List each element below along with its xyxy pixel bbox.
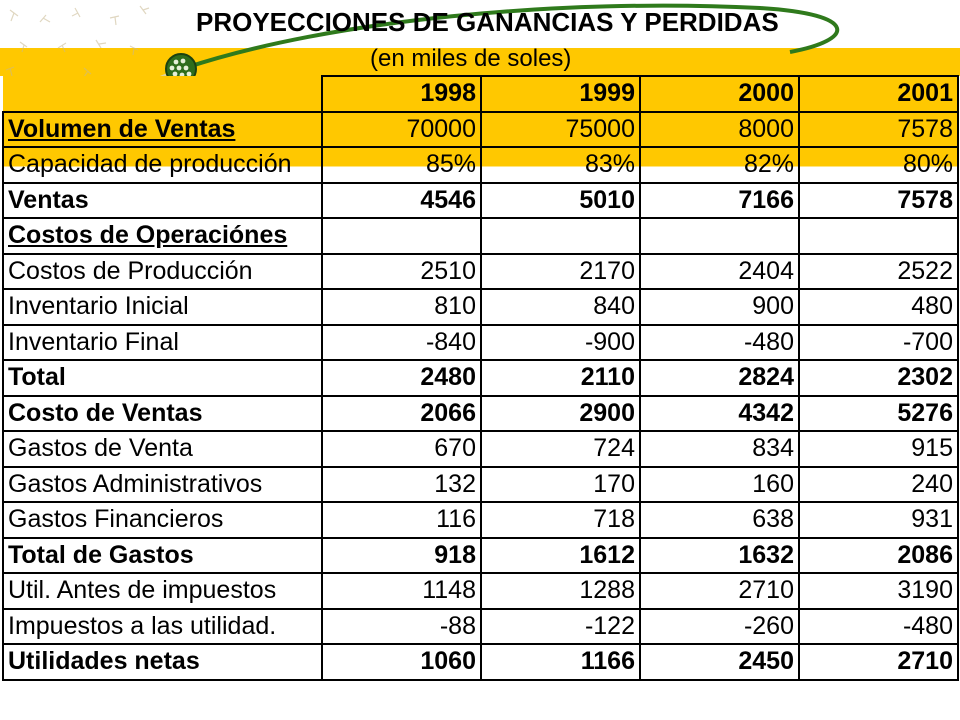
row-label: Utilidades netas	[3, 644, 322, 680]
table-cell: 7578	[799, 112, 958, 148]
year-header-1999: 1999	[481, 76, 640, 112]
table-cell: 915	[799, 431, 958, 467]
table-cell: 931	[799, 502, 958, 538]
table-row	[3, 644, 958, 680]
table-row	[3, 325, 958, 361]
row-label: Inventario Final	[3, 325, 322, 361]
table-row	[3, 289, 958, 325]
table-row	[3, 396, 958, 432]
table-cell: 75000	[481, 112, 640, 148]
table-cell: 2302	[799, 360, 958, 396]
table-cell: -260	[640, 609, 799, 645]
table-cell: 170	[481, 467, 640, 503]
table-cell: 132	[322, 467, 481, 503]
table-cell: 85%	[322, 147, 481, 183]
table-row	[3, 573, 958, 609]
table-cell: 5010	[481, 183, 640, 219]
table-cell: 4546	[322, 183, 481, 219]
row-label: Total	[3, 360, 322, 396]
table-cell: 7578	[799, 183, 958, 219]
table-cell: 7166	[640, 183, 799, 219]
table-cell: 5276	[799, 396, 958, 432]
table-cell: 2710	[640, 573, 799, 609]
table-cell	[799, 218, 958, 254]
row-label: Impuestos a las utilidad.	[3, 609, 322, 645]
row-label: Ventas	[3, 183, 322, 219]
table-row	[3, 467, 958, 503]
table-cell: 2710	[799, 644, 958, 680]
table-cell: 2480	[322, 360, 481, 396]
pl-table	[2, 75, 959, 681]
row-label: Volumen de Ventas	[8, 114, 236, 143]
table-cell: 718	[481, 502, 640, 538]
table-cell: 2404	[640, 254, 799, 290]
table-cell: 82%	[640, 147, 799, 183]
table-cell: 900	[640, 289, 799, 325]
row-label: Gastos de Venta	[3, 431, 322, 467]
table-cell	[322, 218, 481, 254]
table-cell	[640, 218, 799, 254]
table-cell: 3190	[799, 573, 958, 609]
table-cell: 1166	[481, 644, 640, 680]
table-row	[3, 112, 958, 148]
year-header-row	[3, 76, 958, 112]
table-cell: 1148	[322, 573, 481, 609]
table-cell: 83%	[481, 147, 640, 183]
table-cell: 2824	[640, 360, 799, 396]
table-cell: 2086	[799, 538, 958, 574]
table-row	[3, 538, 958, 574]
table-cell: 840	[481, 289, 640, 325]
row-label: Costo de Ventas	[3, 396, 322, 432]
row-label: Costos de Operaciónes	[8, 221, 288, 250]
table-cell: 80%	[799, 147, 958, 183]
table-cell: 810	[322, 289, 481, 325]
table-row	[3, 360, 958, 396]
table-row	[3, 147, 958, 183]
table-cell: 724	[481, 431, 640, 467]
table-cell: 1612	[481, 538, 640, 574]
table-cell: 8000	[640, 112, 799, 148]
row-label: Gastos Administrativos	[3, 467, 322, 503]
table-cell: -480	[799, 609, 958, 645]
year-header-2001: 2001	[799, 76, 958, 112]
table-cell: 670	[322, 431, 481, 467]
row-label: Inventario Inicial	[3, 289, 322, 325]
table-row	[3, 609, 958, 645]
table-cell: 160	[640, 467, 799, 503]
table-cell: 638	[640, 502, 799, 538]
table-cell: 116	[322, 502, 481, 538]
year-header-1998: 1998	[322, 76, 481, 112]
table-cell: 240	[799, 467, 958, 503]
table-row	[3, 183, 958, 219]
table-row	[3, 431, 958, 467]
header-blank-cell	[3, 76, 322, 112]
table-cell: -88	[322, 609, 481, 645]
page-subtitle: (en miles de soles)	[370, 45, 572, 72]
year-header-2000: 2000	[640, 76, 799, 112]
table-cell: 70000	[322, 112, 481, 148]
table-cell: 480	[799, 289, 958, 325]
table-row	[3, 218, 958, 254]
table-cell: 1632	[640, 538, 799, 574]
table-cell: -840	[322, 325, 481, 361]
table-cell: 834	[640, 431, 799, 467]
table-cell: 2450	[640, 644, 799, 680]
table-cell: -480	[640, 325, 799, 361]
table-row	[3, 254, 958, 290]
table-cell: 1060	[322, 644, 481, 680]
table-cell: -900	[481, 325, 640, 361]
row-label: Capacidad de producción	[3, 147, 322, 183]
table-cell: 2900	[481, 396, 640, 432]
table-cell: -700	[799, 325, 958, 361]
table-cell: -122	[481, 609, 640, 645]
table-cell	[481, 218, 640, 254]
table-cell: 2522	[799, 254, 958, 290]
row-label: Costos de Producción	[3, 254, 322, 290]
table-cell: 1288	[481, 573, 640, 609]
row-label: Util. Antes de impuestos	[3, 573, 322, 609]
table-cell: 2510	[322, 254, 481, 290]
table-row	[3, 502, 958, 538]
table-cell: 4342	[640, 396, 799, 432]
table-cell: 2110	[481, 360, 640, 396]
table-cell: 2066	[322, 396, 481, 432]
row-label: Gastos Financieros	[3, 502, 322, 538]
table-cell: 918	[322, 538, 481, 574]
row-label: Total de Gastos	[3, 538, 322, 574]
page-title: PROYECCIONES DE GANANCIAS Y PERDIDAS	[196, 7, 779, 37]
table-cell: 2170	[481, 254, 640, 290]
